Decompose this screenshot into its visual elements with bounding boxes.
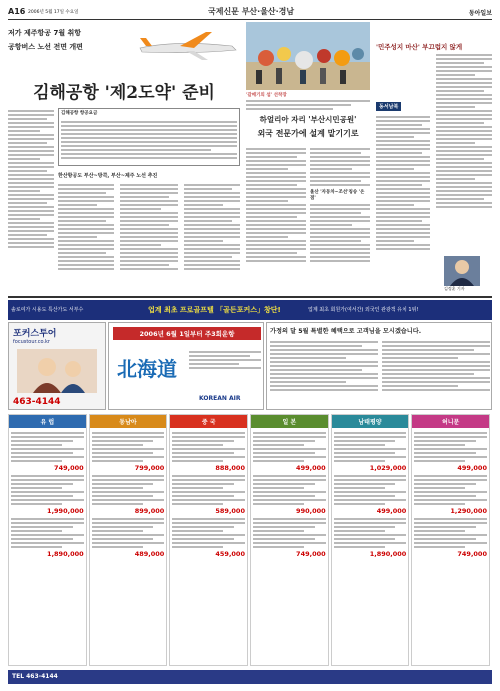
region-header[interactable]: 유 럽 xyxy=(9,415,86,428)
model-photo xyxy=(17,349,97,393)
section-title: 국제신문 부산·울산·경남 xyxy=(208,7,295,16)
airport-headline-2: 공항버스 노선 전면 개편 xyxy=(8,43,83,51)
issue-date: 2006년 5월 17일 수요일 xyxy=(28,10,79,15)
region-column xyxy=(169,414,248,666)
airport-body-col-3 xyxy=(120,182,178,292)
masthead xyxy=(8,6,492,18)
region-column xyxy=(250,414,329,666)
region-header[interactable]: 일 본 xyxy=(251,415,328,428)
footer-bar xyxy=(8,670,492,684)
tour-price: 888,000 xyxy=(215,464,245,472)
banner-right-text: 업계 최초 회원가(여서간) 외국인 관광객 유치 1위! xyxy=(308,307,419,313)
promo-headline: 가정의 달 5월 특별한 혜택으로 고객님을 모시겠습니다. xyxy=(270,328,422,335)
park-story xyxy=(246,22,370,292)
region-column xyxy=(331,414,410,666)
column-story xyxy=(376,22,492,292)
paper-logo: 동아일보 xyxy=(468,10,492,17)
masthead-rule xyxy=(8,19,492,20)
photo-caption: '갈매기의 섬' 선착장 xyxy=(246,93,287,98)
brand-url[interactable]: focustour.co.kr xyxy=(13,339,50,345)
airport-story xyxy=(8,22,240,292)
region-column xyxy=(8,414,87,666)
hokkaido-text xyxy=(189,349,261,385)
author-photo xyxy=(444,256,480,286)
promo-date-line: 2006년 6월 1일부터 주3회운항 xyxy=(113,327,261,340)
tour-price: 1,029,000 xyxy=(369,464,407,472)
fare-table xyxy=(58,108,240,166)
story3-title: 울산 '자동차~조선'칭송 '온점' xyxy=(310,190,365,201)
tour-price: 499,000 xyxy=(296,464,326,472)
park-body-col-1 xyxy=(246,146,306,290)
tour-price: 499,000 xyxy=(376,507,407,515)
tour-price: 499,000 xyxy=(457,464,487,472)
main-headline: 김해공항 '제2도약' 준비 xyxy=(33,83,215,103)
tour-price: 1,290,000 xyxy=(450,507,487,515)
region-column xyxy=(89,414,168,666)
brand-name: 포커스투어 xyxy=(13,329,57,339)
airport-body-col-2 xyxy=(58,182,114,292)
tour-price: 1,890,000 xyxy=(369,550,407,558)
tour-price: 899,000 xyxy=(134,507,165,515)
page-number: A16 xyxy=(8,7,26,16)
region-header[interactable]: 허니문 xyxy=(412,415,489,428)
reservation-phone[interactable]: 463-4144 xyxy=(13,397,61,407)
hokkaido-logo: 北海道 xyxy=(117,357,177,381)
fare-table-title: 김해공항 항공요금 xyxy=(61,111,98,116)
column-body-col-1 xyxy=(376,114,430,290)
promo-block xyxy=(266,322,492,410)
section-divider xyxy=(8,296,492,298)
airport-body-col-4 xyxy=(184,182,240,292)
tour-price: 1,890,000 xyxy=(47,550,84,558)
ad-banner xyxy=(8,300,492,320)
promo-list-right xyxy=(382,339,490,407)
region-column xyxy=(411,414,490,666)
column-label: 동서남북 xyxy=(376,102,401,111)
footer-phone[interactable]: TEL 463-4144 xyxy=(12,673,58,680)
park-headline: 외국 전문가에 설계 맡기기로 xyxy=(257,129,359,138)
region-header[interactable]: 남태평양 xyxy=(332,415,409,428)
tour-price: 749,000 xyxy=(54,464,84,472)
brand-block xyxy=(8,322,106,410)
tour-price: 990,000 xyxy=(296,507,326,515)
promo-list-left xyxy=(270,339,378,407)
tour-price: 459,000 xyxy=(215,550,245,558)
banner-mid-text: 업계 최초 프로골프텔 「골든포커스」창단! xyxy=(148,306,281,314)
region-header[interactable]: 동남아 xyxy=(90,415,167,428)
region-columns xyxy=(8,414,492,666)
airplane-photo xyxy=(136,24,240,64)
tour-price: 749,000 xyxy=(296,550,326,558)
tour-price: 589,000 xyxy=(215,507,245,515)
airport-body-col-1 xyxy=(8,108,54,288)
caption-text xyxy=(246,98,370,112)
park-subhead: 하얼리아 자리 '부산시민공원' xyxy=(259,115,357,124)
park-body-col-2 xyxy=(310,146,370,290)
tour-price: 489,000 xyxy=(134,550,165,558)
tour-price: 1,990,000 xyxy=(47,507,84,515)
hokkaido-ad xyxy=(108,322,264,410)
tour-price: 799,000 xyxy=(134,464,165,472)
column-body-col-2 xyxy=(436,52,492,252)
tour-price: 749,000 xyxy=(457,550,487,558)
airline-logo: KOREAN AIR xyxy=(199,395,241,402)
column-title: '민주성지 마산' 부끄럽지 않게 xyxy=(376,43,463,51)
airport-headline-1: 저가 제주항공 7월 취항 xyxy=(8,29,82,37)
region-header[interactable]: 중 국 xyxy=(170,415,247,428)
story2-title: 한산항공도 부산~방콕, 부산~제주 노선 추진 xyxy=(58,173,158,179)
author-name: 김정훈 기자 xyxy=(444,286,465,291)
park-photo xyxy=(246,22,370,90)
banner-left-text: 솔로여가 시용도 특산가도 서부수 xyxy=(11,307,84,313)
